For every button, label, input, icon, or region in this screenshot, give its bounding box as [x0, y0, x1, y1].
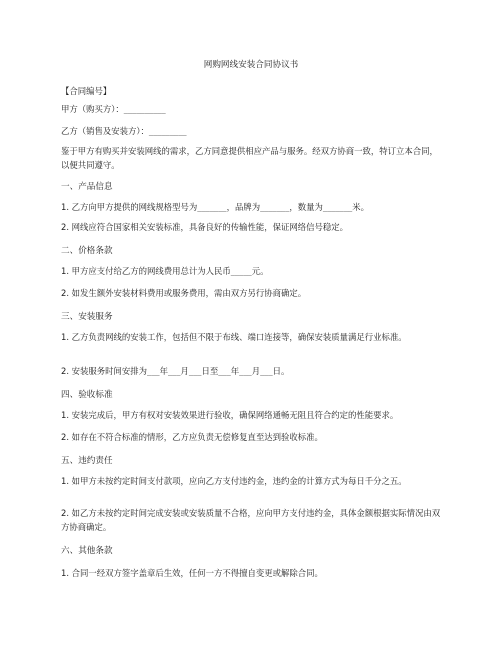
clause [61, 474, 441, 502]
clause-number: 2. [61, 222, 69, 232]
clause [61, 286, 441, 300]
clause-text: 乙方负责网线的安装工作，包括但不限于布线、端口连接等，确保安装质量满足行业标准。 [69, 332, 407, 342]
party-b: 乙方（销售及安装方）：_________ [61, 126, 187, 136]
clause-text: 如乙方未按约定时间完成安装或安装质量不合格，应向甲方支付违约金，具体金额根据实际情况由双方协商确定。 [61, 508, 441, 532]
clause-number: 1. [61, 476, 69, 486]
document-title: 网购网线安装合同协议书 [203, 60, 299, 70]
section-heading: 四、验收标准 [61, 390, 113, 400]
clause-text: 乙方向甲方提供的网线规格型号为_______，品牌为_______，数量为_______米。 [69, 202, 369, 212]
clause [61, 220, 441, 234]
section-heading: 三、安装服务 [61, 312, 113, 322]
clause-number: 2. [61, 366, 69, 376]
clause-number: 1. [61, 266, 69, 276]
clause-text: 安装完成后，甲方有权对安装效果进行验收，确保网络通畅无阻且符合约定的性能要求。 [69, 410, 399, 420]
section-heading: 二、价格条款 [61, 246, 113, 256]
clause [61, 264, 441, 278]
section-heading: 一、产品信息 [61, 182, 113, 192]
clause-text: 网线应符合国家相关安装标准，具备良好的传输性能，保证网络信号稳定。 [69, 222, 349, 232]
section-heading: 六、其他条款 [61, 546, 113, 556]
party-a: 甲方（购买方）：__________ [61, 104, 166, 114]
clause-number: 1. [61, 202, 69, 212]
clause-text: 合同一经双方签字盖章后生效，任何一方不得擅自变更或解除合同。 [69, 568, 323, 578]
clause-number: 2. [61, 432, 69, 442]
clause [61, 506, 441, 534]
clause-number: 1. [61, 410, 69, 420]
clause [61, 200, 441, 214]
clause [61, 566, 441, 580]
clause [61, 430, 441, 444]
contract-number: 【合同编号】 [61, 86, 112, 96]
clause-number: 1. [61, 332, 69, 342]
clause-number: 2. [61, 288, 69, 298]
preamble: 鉴于甲方有购买并安装网线的需求，乙方同意提供相应产品与服务。经双方协商一致，特订立本合同，以便共同遵守。 [61, 146, 438, 170]
clause-number: 2. [61, 508, 69, 518]
section-heading: 五、违约责任 [61, 456, 113, 466]
clause-text: 如存在不符合标准的情形，乙方应负责无偿修复直至达到验收标准。 [69, 432, 323, 442]
clause [61, 408, 441, 422]
clause [61, 364, 441, 378]
clause-text: 如发生额外安装材料费用或服务费用，需由双方另行协商确定。 [69, 288, 307, 298]
clause-number: 1. [61, 568, 69, 578]
clause-text: 如甲方未按约定时间支付款项，应向乙方支付违约金，违约金的计算方式为每日千分之五。 [69, 476, 407, 486]
clause-text: 安装服务时间安排为___年___月___日至___年___月___日。 [69, 366, 290, 376]
clause [61, 330, 441, 358]
clause-text: 甲方应支付给乙方的网线费用总计为人民币_____元。 [69, 266, 269, 276]
